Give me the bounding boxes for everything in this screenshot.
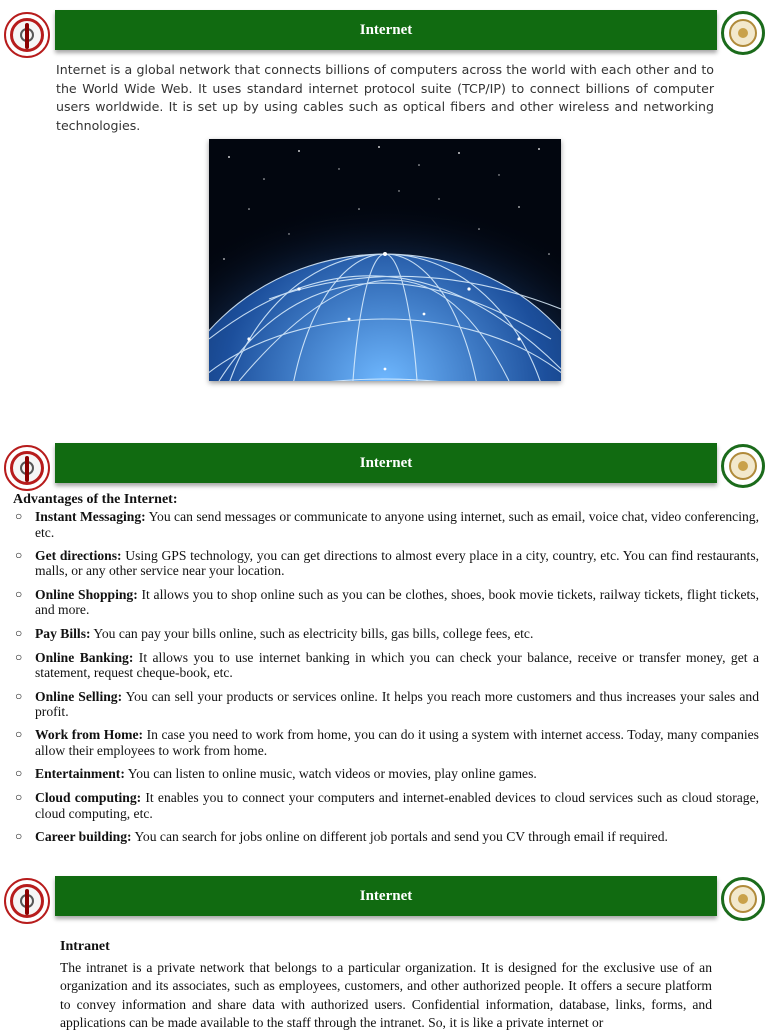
title-banner [55, 443, 717, 483]
circle-bullet-icon: ○ [15, 688, 23, 703]
seal-logo-icon [721, 11, 765, 55]
intranet-paragraph: The intranet is a private network that belongs to a particular organization. It is designed for the exclusive use of an organization and its associates, such as employees, customers, and other authorized people. It offers a secure platform to convey information and share data with authorized users. Confidential information, database, links, forms, and applications can be made available to the staff through the intranet. So, it is like a private internet or [60, 960, 712, 1031]
slide-header [0, 876, 768, 922]
circle-bullet-icon: ○ [15, 790, 23, 805]
list-item: ○ Work from Home: In case you need to work from home, you can do it using a system with internet access. Today, many companies allow their employees to work from home. [15, 727, 759, 758]
title-banner [55, 876, 717, 916]
circle-bullet-icon: ○ [15, 625, 23, 640]
medical-emblem-logo-icon [4, 12, 50, 58]
globe-network-image [209, 139, 561, 381]
circle-bullet-icon: ○ [15, 829, 23, 844]
circle-bullet-icon: ○ [15, 727, 23, 742]
circle-bullet-icon: ○ [15, 547, 23, 562]
banner-title: Internet [359, 887, 413, 904]
seal-logo-icon [721, 877, 765, 921]
list-item: ○ Get directions: Using GPS technology, you can get directions to almost every place in a city, country, etc. You can find restaurants, malls, or any other service near your location. [15, 547, 760, 579]
list-item: ○ Instant Messaging: You can send messages or communicate to anyone using internet, such as email, voice chat, video conferencing, etc. [15, 509, 759, 540]
banner-title: Internet [359, 454, 413, 471]
list-item: ○ Online Selling: You can sell your products or services online. It helps you reach more customers and thus increases your sales and profit. [15, 688, 759, 720]
circle-bullet-icon: ○ [15, 766, 23, 781]
list-item: ○ Career building: You can search for jobs online on different job portals and send you CV through email if required. [15, 829, 668, 845]
seal-logo-icon [721, 444, 765, 488]
intro-paragraph: Internet is a global network that connects billions of computers across the world with each other and to the World Wide Web. It uses standard internet protocol suite (TCP/IP) to connect billions of computer users worldwide. It is set up by using cables such as optical fibers and other wireless and networking technologies. [56, 62, 714, 133]
intranet-heading: Intranet [60, 939, 110, 954]
list-item: ○ Entertainment: You can listen to online music, watch videos or movies, play online games. [15, 766, 537, 782]
circle-bullet-icon: ○ [15, 586, 23, 601]
circle-bullet-icon: ○ [15, 509, 23, 523]
slide-header [0, 443, 768, 489]
advantages-list [13, 509, 759, 849]
banner-title: Internet [359, 21, 413, 38]
list-item: ○ Pay Bills: You can pay your bills online, such as electricity bills, gas bills, college fees, etc. [15, 625, 534, 641]
title-banner [55, 10, 717, 50]
circle-bullet-icon: ○ [15, 649, 23, 664]
slide-header [0, 10, 768, 56]
advantages-heading: Advantages of the Internet: [13, 492, 178, 507]
medical-emblem-logo-icon [4, 878, 50, 924]
medical-emblem-logo-icon [4, 445, 50, 491]
list-item: ○ Online Banking: It allows you to use internet banking in which you can check your balance, receive or transfer money, get a statement, request cheque-book, etc. [15, 649, 759, 681]
list-item: ○ Online Shopping: It allows you to shop online such as you can be clothes, shoes, book movie tickets, railway tickets, flight tickets, and more. [15, 586, 759, 618]
list-item: ○ Cloud computing: It enables you to connect your computers and internet-enabled devices to cloud services such as cloud storage, cloud computing, etc. [15, 790, 759, 821]
